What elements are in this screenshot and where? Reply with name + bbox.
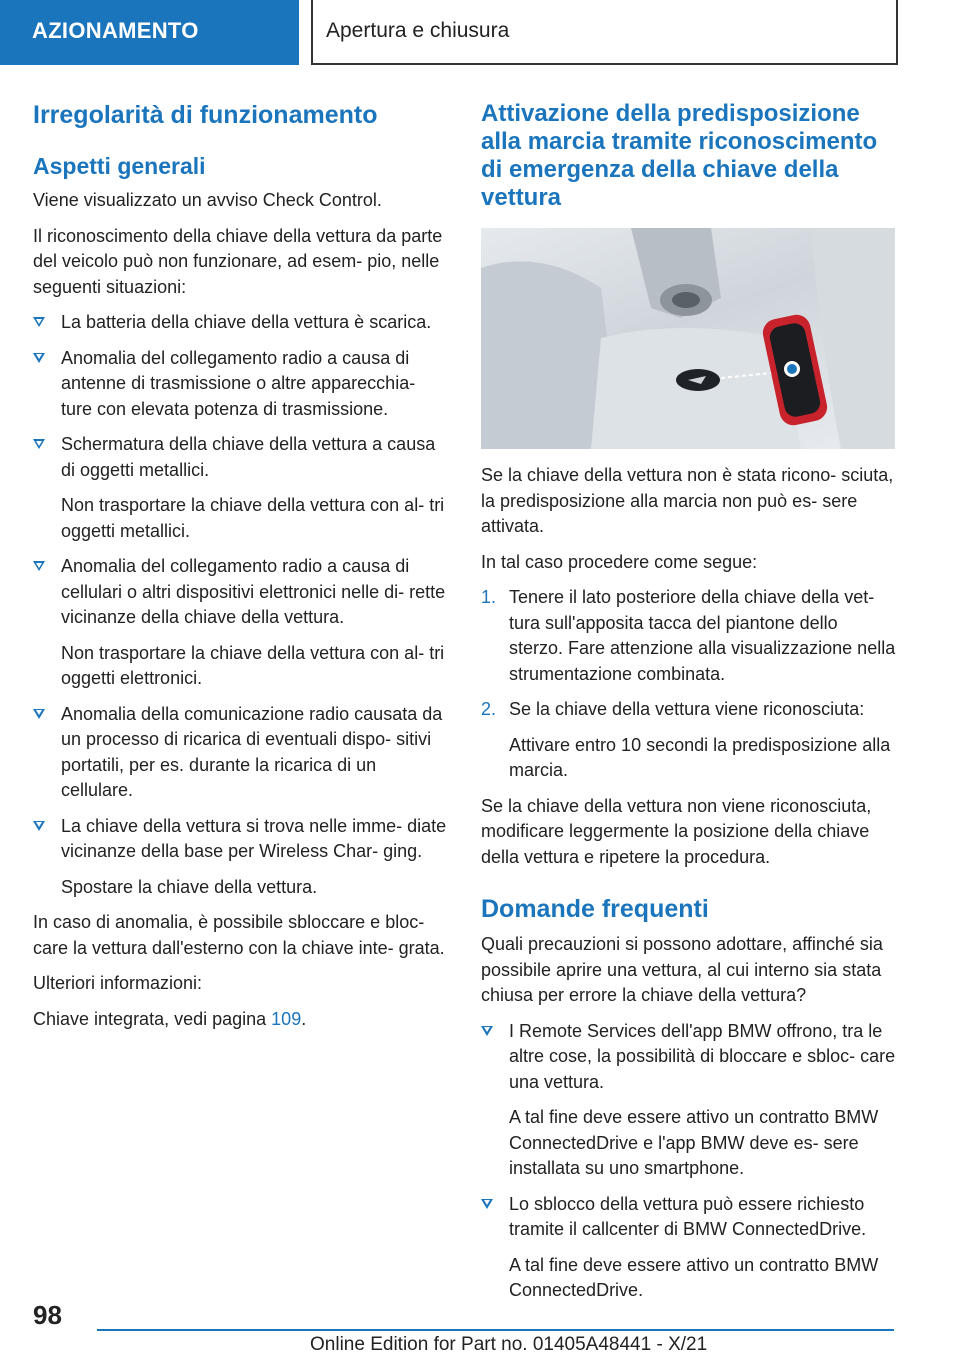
- paragraph: In caso di anomalia, è possibile sbloccare e bloc‐ care la vettura dall'esterno con la chiave inte‐ grata.: [33, 912, 445, 958]
- steering-column-key-photo: [481, 228, 895, 449]
- subsection-title: Aspetti generali: [33, 153, 206, 179]
- list-item-text: La chiave della vettura si trova nelle imme‐ diate vicinanze della base per Wireless Char‐ ging.: [61, 815, 447, 861]
- list-item-text: Anomalia del collegamento radio a causa di antenne di trasmissione o altre apparecchia‐ ture con elevata potenza di trasmissione.: [61, 347, 416, 419]
- paragraph: Viene visualizzato un avviso Check Control.: [33, 190, 382, 210]
- step-item: [481, 697, 896, 784]
- edition-note: Online Edition for Part no. 01405A48441 - X/21: [310, 1334, 708, 1355]
- list-item: [481, 1019, 896, 1182]
- section-tab: [0, 0, 299, 65]
- bullet-triangle-icon: [33, 709, 45, 719]
- list-item-note: A tal fine deve essere attivo un contratto BMW ConnectedDrive e l'app BMW deve es‐ sere installata su uno smartphone.: [509, 1107, 879, 1178]
- list-item-text: Lo sblocco della vettura può essere richiesto tramite il callcenter di BMW ConnectedDrive.: [509, 1193, 867, 1239]
- bullet-triangle-icon: [481, 1026, 493, 1036]
- bullet-triangle-icon: [33, 821, 45, 831]
- cross-reference-text: Chiave integrata, vedi pagina: [33, 1008, 272, 1029]
- paragraph: Se la chiave della vettura non è stata ricono‐ sciuta, la predisposizione alla marcia non può es‐ sere attivata.: [481, 465, 894, 536]
- right-column: [481, 100, 896, 1314]
- list-item-text: Anomalia del collegamento radio a causa di cellulari o altri dispositivi elettronici nelle di‐ rette vicinanze della chiave della vettura.: [61, 556, 446, 627]
- section-title: Irregolarità di funzionamento: [33, 101, 378, 129]
- chapter-label: Apertura e chiusura: [326, 19, 510, 42]
- step-list: [481, 585, 896, 784]
- list-item-note: Non trasportare la chiave della vettura con al‐ tri oggetti elettronici.: [61, 642, 445, 688]
- faq-title: Domande frequenti: [481, 895, 709, 923]
- situation-list: [33, 310, 448, 900]
- list-item-text: I Remote Services dell'app BMW offrono, tra le altre cose, la possibilità di bloccare e sbloc‐ care una vettura.: [509, 1020, 896, 1092]
- paragraph: Il riconoscimento della chiave della vettura da parte del veicolo può non funzionare, ad esem‐ pio, nelle seguenti situazioni:: [33, 225, 443, 297]
- list-item-text: Schermatura della chiave della vettura a causa di oggetti metallici.: [61, 434, 436, 480]
- step-number: 1.: [481, 587, 497, 607]
- bullet-triangle-icon: [33, 353, 45, 363]
- cross-reference-suffix: .: [301, 1008, 307, 1029]
- bullet-triangle-icon: [481, 1199, 493, 1209]
- list-item-note: Spostare la chiave della vettura.: [61, 876, 318, 897]
- paragraph: Ulteriori informazioni:: [33, 973, 203, 993]
- section-label: AZIONAMENTO: [32, 18, 199, 43]
- paragraph: In tal caso procedere come segue:: [481, 551, 758, 572]
- step-note: Attivare entro 10 secondi la predisposizione alla marcia.: [509, 734, 891, 780]
- cross-reference: [33, 1007, 448, 1033]
- chapter-header: [311, 0, 898, 65]
- step-text: Se la chiave della vettura viene riconosciuta:: [509, 699, 865, 719]
- list-item: [33, 554, 448, 692]
- bullet-triangle-icon: [33, 439, 45, 449]
- list-item: [33, 346, 448, 423]
- page-number: 98: [33, 1300, 62, 1330]
- bullet-triangle-icon: [33, 561, 45, 571]
- list-item: [33, 310, 448, 336]
- faq-list: [481, 1019, 896, 1304]
- bullet-triangle-icon: [33, 317, 45, 327]
- left-column: [33, 100, 448, 1042]
- step-number: 2.: [481, 699, 497, 719]
- step-text: Tenere il lato posteriore della chiave della vet‐ tura sull'apposita tacca del piantone dello sterzo. Fare attenzione alla visualizzazione nella strumentazione combinata.: [509, 587, 896, 684]
- footer-divider: [97, 1329, 894, 1331]
- section-title-right: Attivazione della predisposizione alla marcia tramite riconoscimento di emergenza della chiave della vettura: [481, 100, 878, 211]
- key-photo-illustration: [481, 228, 895, 449]
- list-item: [33, 432, 448, 544]
- list-item: [481, 1192, 896, 1304]
- list-item-text: La batteria della chiave della vettura è scarica.: [61, 312, 432, 332]
- faq-question: Quali precauzioni si possono adottare, affinché sia possibile aprire una vettura, al cui interno sia stata chiusa per errore la chiave della vettura?: [481, 934, 883, 1005]
- list-item: [33, 702, 448, 804]
- list-item-text: Anomalia della comunicazione radio causata da un processo di ricarica di eventuali dispo‐ sitivi portatili, per es. durante la ricarica di un cellulare.: [61, 703, 443, 800]
- step-item: [481, 585, 896, 687]
- list-item-note: Non trasportare la chiave della vettura con al‐ tri oggetti metallici.: [61, 495, 445, 541]
- list-item-note: A tal fine deve essere attivo un contratto BMW ConnectedDrive.: [509, 1254, 879, 1300]
- list-item: [33, 814, 448, 901]
- paragraph: Se la chiave della vettura non viene riconosciuta, modificare leggermente la posizione della chiave della vettura e ripetere la procedura.: [481, 795, 872, 867]
- page-link[interactable]: 109: [271, 1008, 302, 1029]
